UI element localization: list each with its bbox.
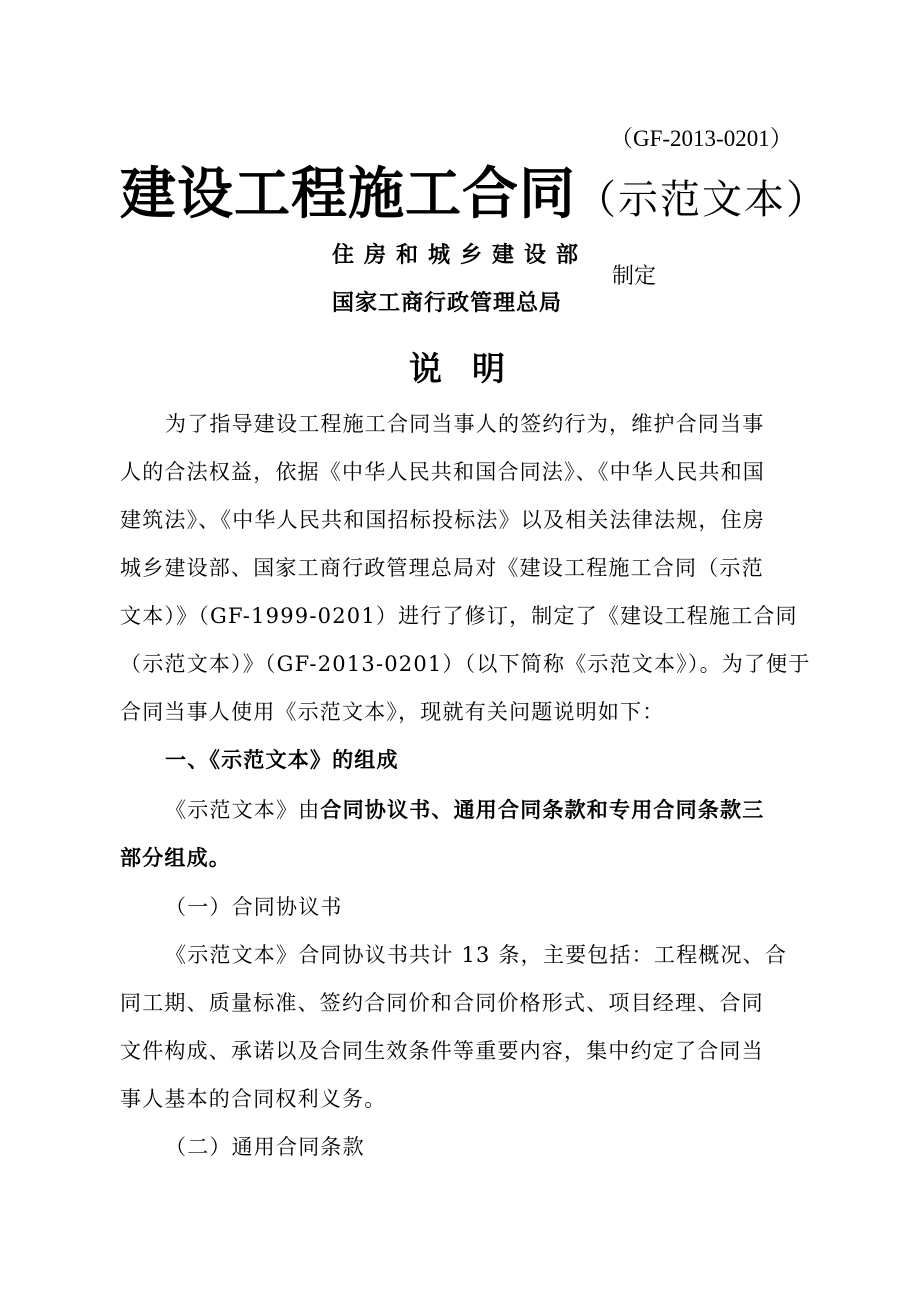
paragraph-line [165,796,764,824]
paragraph-line: 事人基本的合同权利义务。 [120,1087,387,1111]
issuer-ministry: 住房和城乡建设部 [332,243,589,268]
paragraph-line: 同工期、质量标准、签约合同价和合同价格形式、项目经理、合同 [120,991,764,1015]
paragraph-emphasis: 部分组成。 [120,846,231,870]
paragraph-line: 《示范文本》合同协议书共计 13 条，主要包括：工程概况、合 [165,943,788,967]
paragraph-lead: 《示范文本》由 [165,798,321,822]
paragraph-emphasis: 合同协议书、通用合同条款和专用合同条款三 [320,798,765,822]
paragraph-line: 城乡建设部、国家工商行政管理总局对《建设工程施工合同（示范 [120,556,764,580]
paragraph-line: 为了指导建设工程施工合同当事人的签约行为，维护合同当事 [165,412,765,436]
paragraph-line: （示范文本）》（GF-2013-0201）（以下简称《示范文本》）。为了便于 [120,652,811,676]
title-main: 建设工程施工合同 [120,162,576,227]
section-heading: 一、《示范文本》的组成 [165,748,399,772]
document-code: （GF-2013-0201） [610,126,793,151]
issued-by-label: 制定 [612,264,657,289]
paragraph-line: 文本）》（GF-1999-0201）进行了修订，制定了《建设工程施工合同 [120,604,798,628]
title-sub: （示范文本） [576,177,828,223]
subsection-heading: （二）通用合同条款 [165,1135,365,1159]
paragraph-line: 建筑法》、《中华人民共和国招标投标法》以及相关法律法规，住房 [120,508,765,532]
paragraph-line: 人的合法权益，依据《中华人民共和国合同法》、《中华人民共和国 [120,460,765,484]
paragraph-line: 文件构成、承诺以及合同生效条件等重要内容，集中约定了合同当 [120,1039,764,1063]
paragraph-line: 合同当事人使用《示范文本》，现就有关问题说明如下： [120,700,665,724]
subsection-heading: （一）合同协议书 [165,895,343,919]
section-title: 说明 [409,349,535,388]
issuer-administration: 国家工商行政管理总局 [332,291,563,316]
document-title [120,160,828,235]
